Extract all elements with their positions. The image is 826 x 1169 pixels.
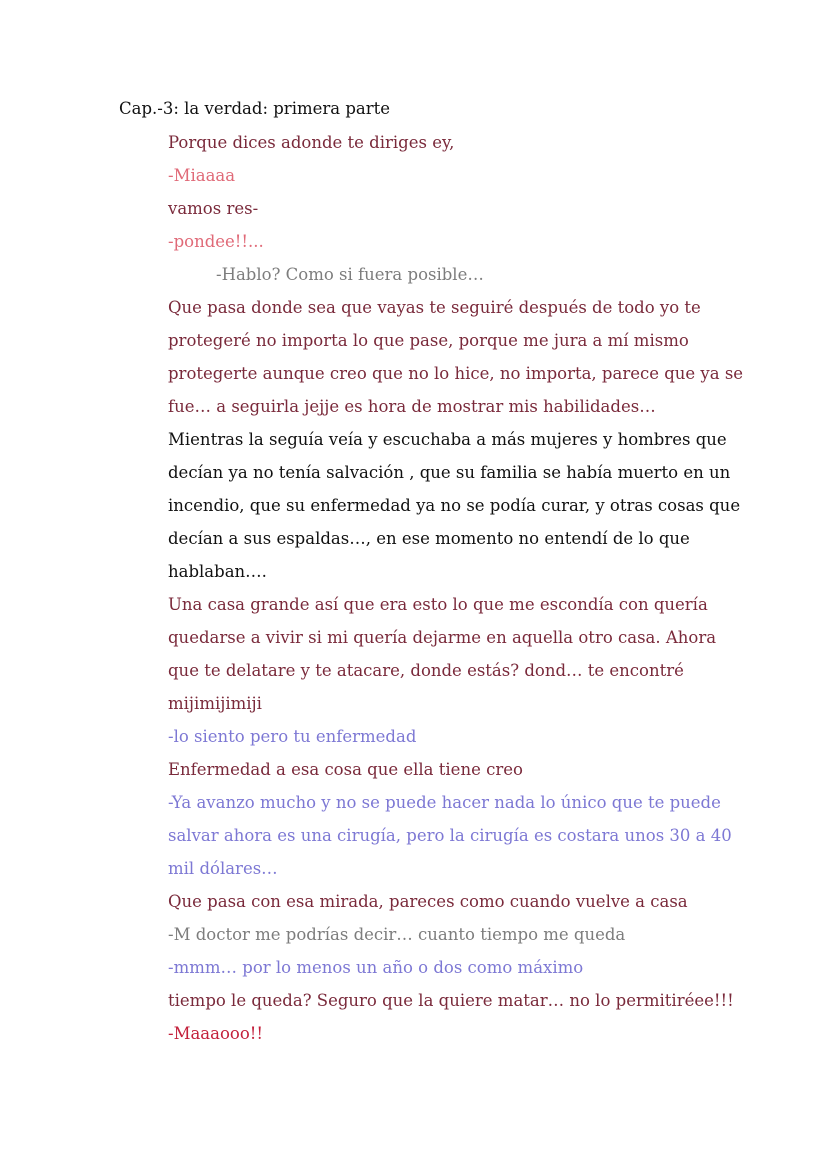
text-line: Que pasa donde sea que vayas te seguiré después de todo yo te	[168, 298, 701, 317]
text-line: -pondee!!...	[168, 232, 264, 251]
text-line: decían a sus espaldas…, en ese momento no entendí de lo que	[168, 529, 690, 548]
text-line: hablaban….	[168, 562, 267, 581]
chapter-title: Cap.-3: la verdad: primera parte	[119, 99, 391, 118]
text-line: salvar ahora es una cirugía, pero la cirugía es costara unos 30 a 40	[168, 826, 732, 845]
chapter-body	[168, 131, 744, 1055]
text-line: Que pasa con esa mirada, pareces como cuando vuelve a casa	[168, 892, 688, 911]
text-line: -lo siento pero tu enfermedad	[168, 727, 417, 746]
text-line: protegerte aunque creo que no lo hice, no importa, parece que ya se	[168, 364, 744, 383]
text-line: Enfermedad a esa cosa que ella tiene creo	[168, 760, 523, 779]
text-line: mijimijimiji	[168, 694, 262, 713]
text-line: decían ya no tenía salvación , que su familia se había muerto en un	[168, 463, 731, 482]
text-line: -Hablo? Como si fuera posible…	[216, 265, 484, 284]
text-line: tiempo le queda? Seguro que la quiere matar… no lo permitiréee!!!	[168, 991, 734, 1010]
text-line: -M doctor me podrías decir… cuanto tiempo me queda	[168, 925, 626, 944]
text-line: -Maaaooo!!	[168, 1024, 264, 1043]
text-line: incendio, que su enfermedad ya no se podía curar, y otras cosas que	[168, 496, 741, 515]
text-line: protegeré no importa lo que pase, porque me jura a mí mismo	[168, 331, 689, 350]
text-line: -Ya avanzo mucho y no se puede hacer nada lo único que te puede	[168, 793, 721, 812]
text-line: mil dólares…	[168, 859, 278, 878]
text-line: -mmm… por lo menos un año o dos como máximo	[168, 958, 584, 977]
text-line: que te delatare y te atacare, donde estás? dond… te encontré	[168, 661, 684, 680]
text-line: vamos res-	[168, 199, 259, 218]
text-line: quedarse a vivir si mi quería dejarme en aquella otro casa. Ahora	[168, 628, 717, 647]
text-line: -Miaaaa	[168, 166, 236, 185]
text-line: Porque dices adonde te diriges ey,	[168, 133, 455, 152]
text-line: fue… a seguirla jejje es hora de mostrar mis habilidades…	[168, 397, 656, 416]
text-line: Mientras la seguía veía y escuchaba a más mujeres y hombres que	[168, 430, 727, 449]
text-line: Una casa grande así que era esto lo que me escondía con quería	[168, 595, 708, 614]
